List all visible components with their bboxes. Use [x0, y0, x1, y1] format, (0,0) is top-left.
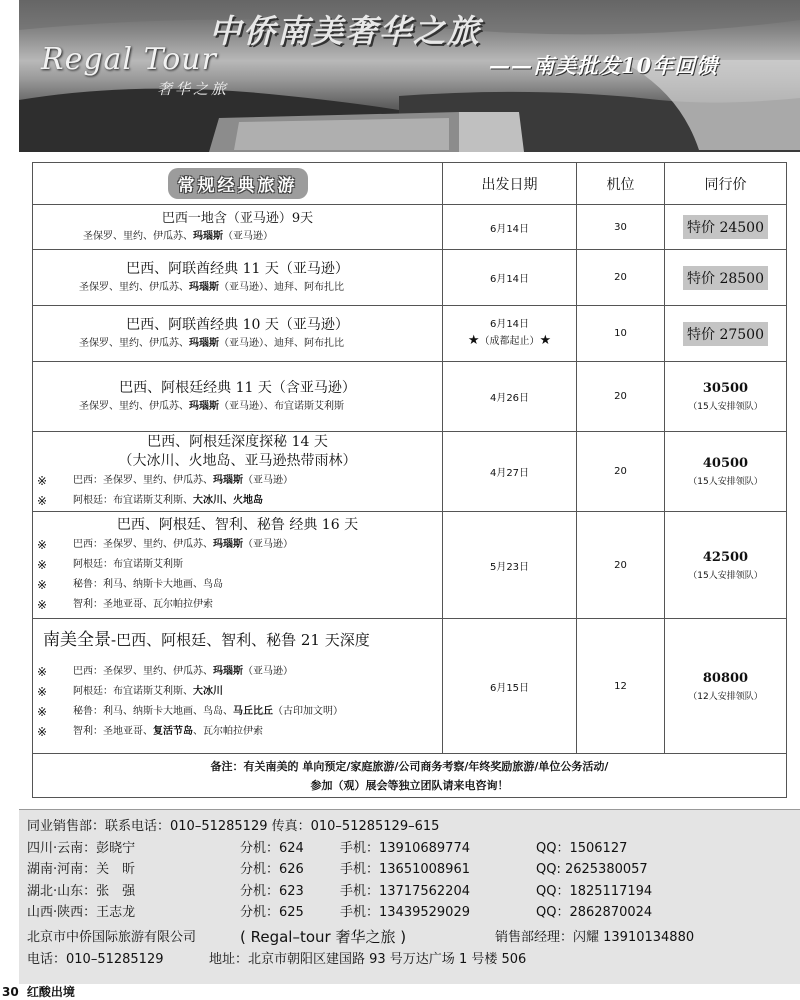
departure-date-value: 6月14日: [489, 319, 530, 330]
route-title: 巴西、阿联酋经典 10 天（亚马逊）: [126, 316, 349, 333]
seat-count: 10: [577, 306, 665, 362]
price-cell: [665, 619, 787, 754]
route-title: 巴西、阿根廷深度探秘 14 天: [147, 433, 328, 450]
reference-mark-icon: ※: [37, 724, 48, 739]
price-note: （12人安排领队）: [688, 691, 763, 702]
banner-image: [19, 0, 800, 152]
header-date: 出发日期: [443, 163, 577, 205]
rep-qq: QQ：2862870024: [536, 905, 653, 921]
seat-count: 12: [577, 619, 665, 754]
star-icon: ★: [539, 333, 552, 348]
departure-date: [443, 306, 577, 362]
reference-mark-icon: ※: [37, 537, 48, 552]
note-row: [33, 754, 787, 798]
rep-mobile: 手机：13651008961: [340, 862, 470, 878]
route-line: ※ 秘鲁：利马、纳斯卡大地画、鸟岛、马丘比丘（古印加文明）: [33, 702, 442, 722]
route-line: ※ 巴西：圣保罗、里约、伊瓜苏、玛瑙斯（亚马逊）: [33, 535, 442, 555]
note-line-1: 备注：有关南美的 单向预定/家庭旅游/公司商务考察/年终奖励旅游/单位公务活动/: [210, 759, 609, 773]
route-line: ※ 巴西：圣保罗、里约、伊瓜苏、玛瑙斯（亚马逊）: [33, 471, 442, 491]
company-brand: ( Regal–tour 奢华之旅 ): [240, 927, 407, 946]
reference-mark-icon: ※: [37, 684, 48, 699]
route-cell: [33, 362, 443, 432]
rep-extension: 分机：625: [240, 905, 304, 921]
price-cell: [665, 362, 787, 432]
route-title: 南美全景-巴西、阿根廷、智利、秘鲁 21 天深度: [43, 629, 370, 650]
header-category: [33, 163, 443, 205]
special-price: 特价 28500: [683, 266, 768, 290]
departure-date: 6月15日: [443, 619, 577, 754]
route-cell: [33, 432, 443, 512]
rep-region: 湖南·河南：关 昕: [27, 862, 136, 878]
table-row: [33, 512, 787, 619]
publication-name: 红酸出境: [26, 985, 75, 999]
route-cell: [33, 512, 443, 619]
price-value: 80800: [702, 670, 749, 686]
rep-qq: QQ：1506127: [536, 840, 628, 856]
departure-date: 5月23日: [443, 512, 577, 619]
route-title: 巴西、阿根廷经典 11 天（含亚马逊）: [119, 379, 356, 396]
company-name: 北京市中侨国际旅游有限公司: [27, 929, 197, 945]
price-note: （15人安排领队）: [688, 477, 763, 487]
price-value: 40500: [702, 456, 749, 471]
category-badge: 常规经典旅游: [168, 168, 308, 199]
banner-brand-logo: Regal Tour: [41, 42, 217, 77]
route-line: ※ 智利：圣地亚哥、瓦尔帕拉伊索: [33, 595, 442, 615]
rep-mobile: 手机：13439529029: [340, 905, 470, 921]
seat-count: 20: [577, 250, 665, 306]
reference-mark-icon: ※: [37, 577, 48, 592]
departure-date: 4月26日: [443, 362, 577, 432]
seat-count: 20: [577, 432, 665, 512]
sales-rep-row: [27, 902, 800, 924]
star-icon: ★: [467, 333, 480, 348]
rep-region: 山西·陕西：王志龙: [27, 905, 136, 921]
departure-date: 4月27日: [443, 432, 577, 512]
price-cell: [665, 432, 787, 512]
sales-rep-row: [27, 881, 800, 903]
sales-rep-row: [27, 838, 800, 860]
table-row: [33, 362, 787, 432]
note-line-2: 参加（观）展会等独立团队请来电咨询！: [310, 778, 509, 792]
departure-date: 6月14日: [443, 205, 577, 250]
price-cell: [665, 205, 787, 250]
special-price: 特价 24500: [683, 215, 768, 239]
company-address: 地址：北京市朝阳区建国路 93 号万达广场 1 号楼 506: [209, 951, 527, 967]
table-row: [33, 619, 787, 754]
contact-block: [19, 809, 800, 984]
banner-brand-cn: 奢华之旅: [157, 80, 230, 98]
reference-mark-icon: ※: [37, 597, 48, 612]
reference-mark-icon: ※: [37, 557, 48, 572]
sales-manager: 销售部经理：闪耀 13910134880: [495, 929, 695, 945]
route-line: ※ 秘鲁：利马、纳斯卡大地画、鸟岛: [33, 575, 442, 595]
header-price: 同行价: [665, 163, 787, 205]
seat-count: 20: [577, 512, 665, 619]
company-line: [27, 927, 800, 949]
rep-qq: QQ：1825117194: [536, 883, 653, 899]
route-line: ※ 阿根廷：布宜诺斯艾利斯: [33, 555, 442, 575]
rep-qq: QQ: 2625380057: [536, 862, 648, 878]
route-title: 巴西一地含（亚马逊）9天: [161, 211, 314, 226]
reference-mark-icon: ※: [37, 704, 48, 719]
reference-mark-icon: ※: [37, 664, 48, 679]
page-number: 30: [2, 985, 19, 999]
departure-date: 6月14日: [443, 250, 577, 306]
price-cell: [665, 306, 787, 362]
rep-extension: 分机：626: [240, 862, 304, 878]
table-row: [33, 306, 787, 362]
route-line: ※ 阿根廷：布宜诺斯艾利斯、大冰川: [33, 682, 442, 702]
special-price: 特价 27500: [683, 322, 768, 346]
table-row: [33, 432, 787, 512]
route-cell: [33, 250, 443, 306]
reference-mark-icon: ※: [37, 473, 48, 488]
route-line: ※ 智利：圣地亚哥、复活节岛、瓦尔帕拉伊索: [33, 722, 442, 742]
tour-table: [32, 162, 787, 798]
rep-extension: 分机：623: [240, 883, 304, 899]
rep-region: 湖北·山东：张 强: [27, 883, 136, 899]
route-cities: 圣保罗、里约、伊瓜苏、玛瑙斯（亚马逊）、迪拜、阿布扎比: [79, 281, 344, 293]
route-cell: [33, 205, 443, 250]
table-row: [33, 250, 787, 306]
route-title: 巴西、阿联酋经典 11 天（亚马逊）: [126, 260, 349, 277]
sales-department-line: 同业销售部：联系电话：010–51285129 传真：010–51285129–615: [27, 819, 440, 834]
reference-mark-icon: ※: [37, 493, 48, 508]
departure-note: ★（成都起止）★: [467, 333, 552, 348]
seat-count: 30: [577, 205, 665, 250]
price-note: （15人安排领队）: [688, 402, 763, 412]
sales-rep-row: [27, 859, 800, 881]
note-cell: [33, 754, 787, 798]
rep-extension: 分机：624: [240, 840, 304, 856]
route-line: ※ 阿根廷：布宜诺斯艾利斯、大冰川、火地岛: [33, 491, 442, 511]
table-header-row: [33, 163, 787, 205]
route-title: 巴西、阿根廷、智利、秘鲁 经典 16 天: [116, 516, 359, 533]
route-cities: 圣保罗、里约、伊瓜苏、玛瑙斯（亚马逊）: [83, 231, 273, 242]
rep-mobile: 手机：13910689774: [340, 840, 470, 856]
banner-title: 中侨南美奢华之旅: [209, 12, 482, 50]
company-phone: 电话：010–51285129: [27, 951, 164, 967]
route-subtitle: （大冰川、火地岛、亚马逊热带雨林）: [118, 452, 357, 469]
route-line: ※ 巴西：圣保罗、里约、伊瓜苏、玛瑙斯（亚马逊）: [33, 662, 442, 682]
price-cell: [665, 512, 787, 619]
route-cities: 圣保罗、里约、伊瓜苏、玛瑙斯（亚马逊）、布宜诺斯艾利斯: [79, 400, 344, 412]
seat-count: 20: [577, 362, 665, 432]
header-seats: 机位: [577, 163, 665, 205]
rep-region: 四川·云南：彭晓宁: [27, 840, 136, 856]
price-cell: [665, 250, 787, 306]
page-footer: [0, 984, 800, 1000]
route-cell: [33, 619, 443, 754]
table-row: [33, 205, 787, 250]
rep-mobile: 手机：13717562204: [340, 883, 470, 899]
address-line: [27, 949, 800, 971]
price-value: 30500: [702, 381, 749, 396]
banner-subtitle: ——南美批发10年回馈: [489, 53, 719, 78]
price-note: （15人安排领队）: [688, 570, 763, 581]
route-cities: 圣保罗、里约、伊瓜苏、玛瑙斯（亚马逊）、迪拜、阿布扎比: [79, 337, 344, 349]
price-value: 42500: [702, 549, 749, 565]
route-cell: [33, 306, 443, 362]
